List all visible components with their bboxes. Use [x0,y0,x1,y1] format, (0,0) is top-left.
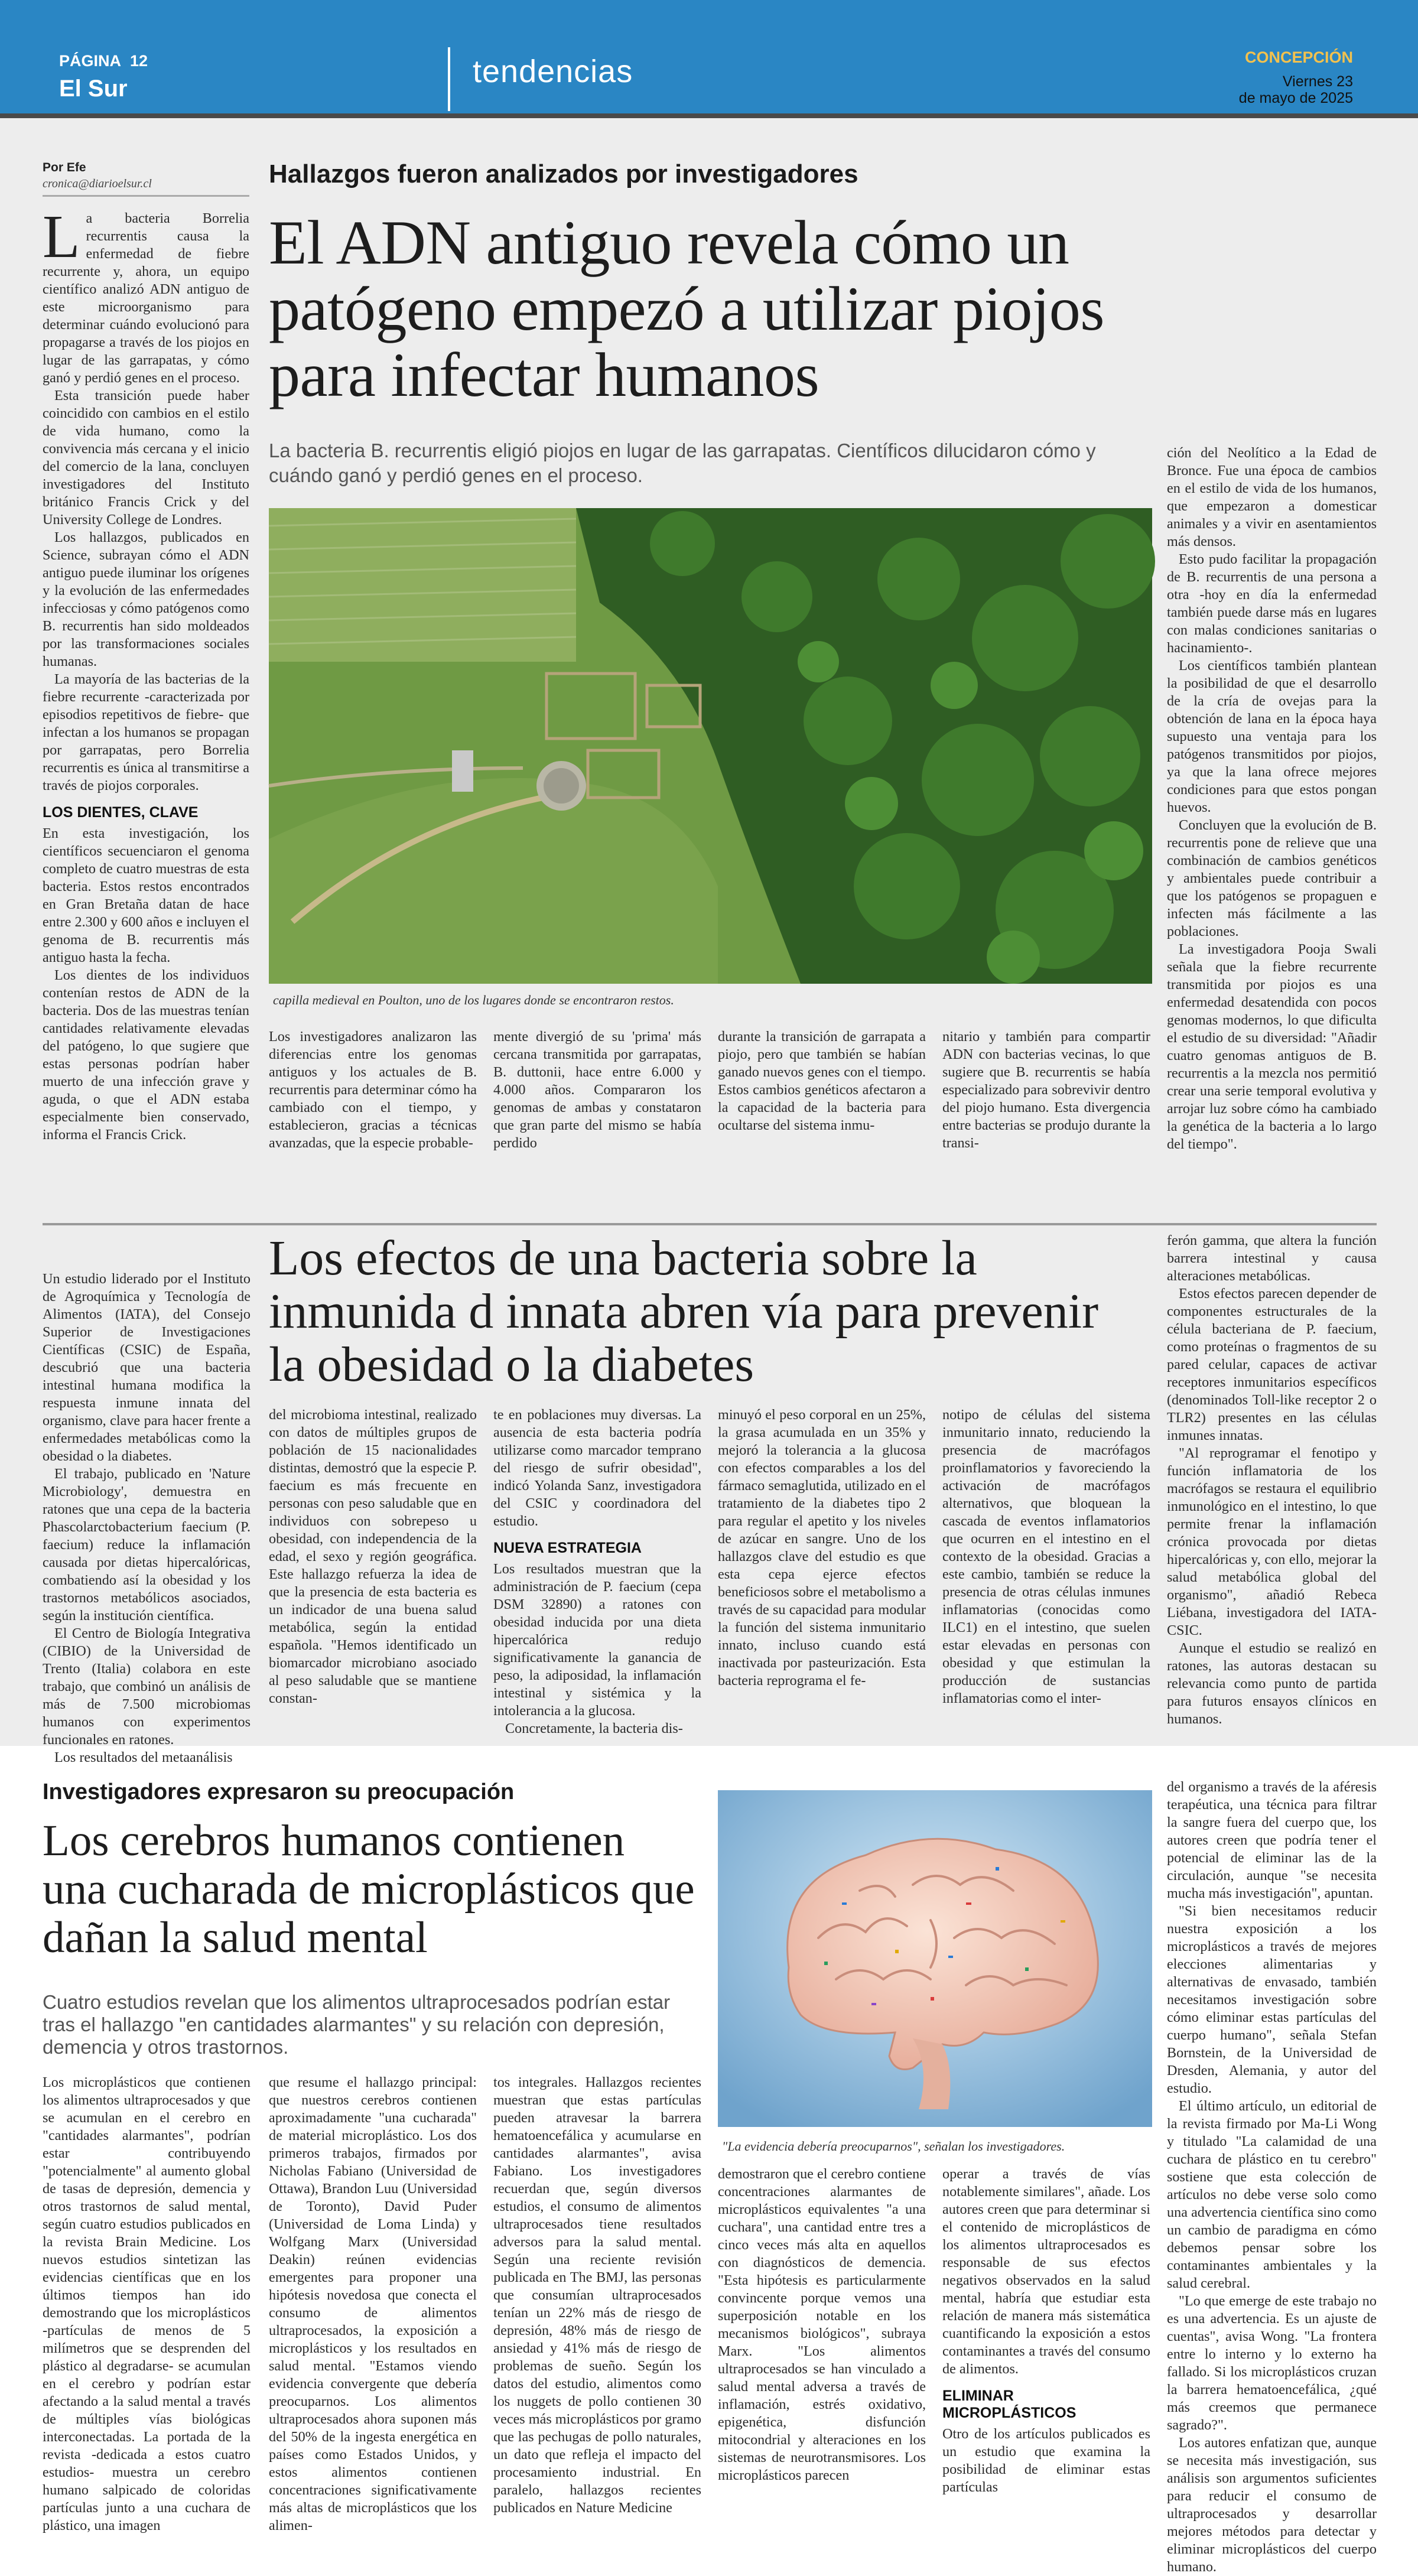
paragraph: del organismo a través de la aféresis terapéutica, una técnica para filtrar la sangre fuera del cuerpo que, los autores creen que podría tener el potencial de eliminar las de la circulación, aunque "se necesita mucha más investigación", apuntan. [1167,1779,1377,1901]
article3-column-4 [718,2165,926,2546]
paragraph: Los resultados muestran que la administración de P. faecium (cepa DSM 32890) a ratones con obesidad inducida por una dieta hipercalórica redujo significativamente la ganancia de peso, la adiposidad, la inflamación intestinal y sistémica y la intolerancia a la glucosa. [493,1561,701,1719]
photo-caption: "La evidencia debería preocuparnos", señalan los investigadores. [722,2139,1065,2154]
article-separator [43,1223,1377,1225]
subheading: ELIMINAR MICROPLÁSTICOS [942,2388,1076,2421]
section-name: tendencias [473,54,633,89]
paragraph: Esto pudo facilitar la propagación de B. recurrentis de una persona a otra -hoy en día la enfermedad también puede darse más en lugares con malas condiciones sanitarias o hacinamiento-. [1167,551,1377,656]
article2-right-column [1167,1232,1377,1727]
paragraph: te en poblaciones muy diversas. La ausencia de esta bacteria podría utilizarse como marcador temprano del riesgo de sufrir obesidad", indicó Yolanda Sanz, investigadora del CSIC y coordinadora del estudio. [493,1407,701,1529]
paragraph: ferón gamma, que altera la función barrera intestinal y causa alteraciones metabólicas. [1167,1232,1377,1284]
paragraph: "Al reprogramar el fenotipo y función inflamatoria de los macrófagos se restaura el equilibrio inmunológico en el intestino, lo que permite frenar la inflamación crónica provocada por dietas hipercalóricas y, con ello, mejorar la salud metabólica global del organismo", añadió Rebeca Liébana, investigadora del IATA-CSIC. [1167,1445,1377,1638]
article3-headline: Los cerebros humanos contienen una cucharada de microplásticos que dañan la salud mental [43,1816,695,1962]
byline-email: cronica@diarioelsur.cl [43,177,152,190]
paragraph: La mayoría de las bacterias de la fiebre recurrente -caracterizada por episodios repetitivos de fiebre- que infectan a los humanos se propagan por garrapatas, pero Borrelia recurrentis es única al transmitirse a través de piojos corporales. [43,671,249,793]
article3-deck: Cuatro estudios revelan que los alimentos ultraprocesados podrían estar tras el hallazgo "en cantidades alarmantes" y su relación con depresión, demencia y otros trastornos. [43,1991,671,2058]
paragraph: La investigadora Pooja Swali señala que la fiebre recurrente transmitida por piojos es una enfermedad desatendida con pocos genomas modernos, lo que dificulta el estudio de su diversidad: "Añadir cuatro genomas antiguos de B. recurrentis a la mezcla nos permitió crear una serie temporal evolutiva y arrojar luz sobre cómo ha cambiado la genética de la bacteria a lo largo del tiempo". [1167,941,1377,1152]
aerial-photo-illustration [269,508,1152,984]
paragraph: El último artículo, un editorial de la revista firmado por Ma-Li Wong y titulado "La calamidad de una cuchara de plástico en tu cerebro" sostiene que esta colección de artículos no debe verse solo como una advertencia científica sino como un cambio de paradigma en cómo debemos pensar sobre los contaminantes ambientales y la salud cerebral. [1167,2098,1377,2291]
article3-column-5 [942,2165,1150,2546]
paragraph: Concretamente, la bacteria dis- [505,1720,683,1736]
paragraph: mente divergió de su 'prima' más cercana transmitida por garrapatas, B. duttonii, hace entre 6.000 y 4.000 años. Compararon los genomas de ambas y constataron que gran parte del mismo se había perdido [493,1029,701,1151]
article2-left-column [43,1270,251,1765]
subheading: NUEVA ESTRATEGIA [493,1540,642,1556]
subheading: LOS DIENTES, CLAVE [43,804,199,821]
article3-column-2 [269,2074,477,2546]
article3-column-1 [43,2074,251,2546]
article3-kicker: Investigadores expresaron su preocupación [43,1780,515,1804]
issue-date: Viernes 23 de mayo de 2025 [1238,73,1353,106]
article2-column-1 [269,1406,477,1713]
article1-left-column [43,203,249,1155]
article2-headline: Los efectos de una bacteria sobre la inmunida d innata abren vía para prevenir la obesidad o la diabetes [269,1231,1099,1392]
paragraph: Los dientes de los individuos contenían restos de ADN de la bacteria. Dos de las muestras tenían cantidades relativamente elevadas del patógeno, lo que sugiere que estas personas podrían haber muerto de una infección grave y aguda, o que el ADN estaba especialmente bien conservado, informa el Francis Crick. [43,967,249,1143]
byline-rule [43,195,249,197]
paragraph: El trabajo, publicado en 'Nature Microbiology', demuestra en ratones que una cepa de la bacteria Phascolarctobacterium faecium (P. faecium) reduce la inflamación causada por dietas hipercalóricas, combatiendo así la obesidad y los trastornos metabólicos asociados, según la institución científica. [43,1466,251,1624]
paragraph: a bacteria Borrelia recurrentis causa la enfermedad de fiebre recurrente y, ahora, un equipo científico analizó ADN antiguo de este microorganismo para determinar cuándo evolucionó para propagarse a través de los piojos en lugar de las garrapatas, y cómo ganó y perdió genes en el proceso. [43,210,249,386]
header-divider [448,47,450,111]
paragraph: Los microplásticos que contienen los alimentos ultraprocesados y que se acumulan en el cerebro en "cantidades alarmantes", podrían estar contribuyendo "potencialmente" al aumento global de tasas de depresión, demencia y otros trastornos de salud mental, según cuatro estudios publicados en la revista Brain Medicine. Los nuevos estudios sintetizan las evidencias científicas que en los últimos tiempos han ido demostrando que los microplásticos -partículas de menos de 5 milímetros que se desprenden del plástico al degradarse- se acumulan en el cerebro y podrían estar afectando a la salud mental a través de múltiples vías biológicas interconectadas. La portada de la revista -dedicada a estos cuatro estudios- muestra un cerebro humano salpicado de coloridas partículas junto a una cuchara de plástico, una imagen [43,2074,251,2533]
article1-right-column [1167,444,1377,1206]
paragraph: En esta investigación, los científicos secuenciaron el genoma completo de cuatro muestras de esta bacteria. Estos restos encontrados en Gran Bretaña datan de hace entre 2.300 y 600 años e incluyen el genoma de B. recurrentis más antiguo hasta la fecha. [43,825,249,965]
paragraph: Aunque el estudio se realizó en ratones, las autoras destacan su relevancia como punto de partida para futuros ensayos clínicos en humanos. [1167,1640,1377,1727]
paragraph: Los resultados del metaanálisis [54,1749,233,1765]
header-underline [0,113,1418,118]
article1-headline: El ADN antiguo revela cómo un patógeno empezó a utilizar piojos para infectar humanos [269,208,1105,409]
paragraph: "Si bien necesitamos reducir nuestra exposición a los microplásticos a través de mejores elecciones alimentarias y alternativas de envasado, también necesitamos investigación sobre cómo eliminar estas partículas del cuerpo humano", señala Stefan Bornstein, de la Universidad de Dresden, Alemania, y autor del estudio. [1167,1903,1377,2096]
paragraph: durante la transición de garrapata a piojo, pero que también se habían ganado nuevos genes con el tiempo. Estos cambios genéticos afectaron a la capacidad de la bacteria para ocultarse del sistema inmu- [718,1029,926,1133]
paragraph: Otro de los artículos publicados es un estudio que examina la posibilidad de eliminar estas partículas [942,2426,1150,2495]
dropcap: L [43,203,80,271]
paragraph: que resume el hallazgo principal: que nuestros cerebros contienen aproximadamente "una cucharada" de material microplástico. Los dos primeros trabajos, firmados por Nicholas Fabiano (Universidad de Ottawa), Brandon Luu (Universidad de Toronto), David Puder (Universidad de Loma Linda) y Wolfgang Marx (Universidad Deakin) reúnen evidencias emergentes para proponer una hipótesis novedosa que conecta el consumo de alimentos ultraprocesados, la exposición a microplásticos y los resultados en salud mental. "Estamos viendo evidencia convergente que debería preocuparnos. Los alimentos ultraprocesados ahora suponen más del 50% de la ingesta energética en países como Estados Unidos, y estos alimentos contienen concentraciones significativamente más altas de microplásticos que los alimen- [269,2074,477,2533]
article2-column-2 [493,1406,701,1736]
paragraph: Los científicos también plantean la posibilidad de que el desarrollo de la cría de ovejas para la obtención de lana en la época haya supuesto una ventaja para los patógenos transmitidos por piojos, ya que la lana ofrece mejores condiciones para que estos pongan huevos. [1167,658,1377,815]
paragraph: nitario y también para compartir ADN con bacterias vecinas, lo que sugiere que B. recurrentis se había especializado para sobrevivir dentro del piojo humano. Esta divergencia entre bacterias se produjo durante la transi- [942,1029,1150,1151]
paragraph: notipo de células del sistema inmunitario innato, reduciendo la presencia de macrófagos proinflamatorios y favoreciendo la activación de macrófagos alternativos, que bloquean la cascada de eventos inflamatorios que ocurren en el intestino en el contexto de la obesidad. Gracias a este cambio, también se reduce la presencia de otras células inmunes inflamatorias (conocidas como ILC1) en el intestino, que suelen estar elevadas en personas con obesidad y que estimulan la producción de sustancias inflamatorias como el inter- [942,1407,1150,1706]
paragraph: Los autores enfatizan que, aunque se necesita más investigación, sus análisis son argumentos suficientes para reducir el consumo de ultraprocesados y desarrollar mejores métodos para detectar y eliminar microplásticos del cuerpo humano. [1167,2435,1377,2575]
photo-caption: capilla medieval en Poulton, uno de los lugares donde se encontraron restos. [273,993,674,1007]
paragraph: Los hallazgos, publicados en Science, subrayan cómo el ADN antiguo puede iluminar los orígenes y la evolución de las enfermedades infecciosas y cómo patógenos como B. recurrentis han sido moldeados por las transformaciones sociales humanas. [43,529,249,669]
brain-illustration-photo [718,1790,1152,2127]
article2-column-4 [942,1406,1150,1713]
paragraph: operar a través de vías notablemente similares", añade. Los autores creen que para determinar si el contenido de microplásticos de los alimentos ultraprocesados es responsable de sus efectos negativos observados en la salud mental, habría que estudiar esta relación de manera más sistemática cuantificando la exposición a estos contaminantes a través del consumo de alimentos. [942,2166,1150,2377]
paragraph: Un estudio liderado por el Instituto de Agroquímica y Tecnología de Alimentos (IATA), del Consejo Superior de Investigaciones Científicas (CSIC) de España, descubrió que una bacteria intestinal humana modifica la respuesta inmune innata del organismo, clave para hacer frente a enfermedades metabólicas como la obesidad o la diabetes. [43,1271,251,1464]
article1-deck: La bacteria B. recurrentis eligió piojos en lugar de las garrapatas. Científicos dilucidaron cómo y cuándo ganó y perdió genes en el proceso. [269,440,1096,486]
byline: Por Efe [43,161,86,174]
page-header-bar [0,0,1418,118]
article1-column-4 [942,1028,1150,1205]
edition-city: CONCEPCIÓN [1244,48,1353,66]
aerial-site-photo [269,508,1152,984]
article3-right-column [1167,1778,1377,2575]
publication-name: El Sur [59,76,128,102]
paragraph: del microbioma intestinal, realizado con datos de múltiples grupos de población de 15 nacionalidades distintas, demostró que la especie P. faecium es más frecuente en personas con peso saludable que en individuos con sobrepeso u obesidad, con independencia de la edad, el sexo y región geográfica. Este hallazgo refuerza la idea de que la presencia de esta bacteria es un indicador de una buena salud metabólica, según la entidad española. "Hemos identificado un biomarcador microbiano asociado al peso saludable que se mantiene constan- [269,1407,477,1706]
paragraph: minuyó el peso corporal en un 25%, la grasa acumulada en un 35% y mejoró la tolerancia a la glucosa con efectos comparables a los del fármaco semaglutida, utilizado en el tratamiento de la diabetes tipo 2 para regular el apetito y los niveles de azúcar en sangre. Uno de los hallazgos clave del estudio es que esta cepa ejerce efectos beneficiosos sobre el metabolismo a través de su capacidad para modular la función del sistema inmunitario innato, incluso cuando está inactivada por pasteurización. Esta bacteria reprograma el fe- [718,1407,926,1689]
article1-column-3 [718,1028,926,1205]
paragraph: demostraron que el cerebro contiene concentraciones alarmantes de microplásticos equivalentes "a una cuchara", una cantidad entre tres a cinco veces más alta en aquellos con diagnósticos de demencia. "Esta hipótesis es particularmente convincente porque vemos una superposición notable en los mecanismos biológicos", subraya Marx. "Los alimentos ultraprocesados se han vinculado a salud mental adversa a través de inflamación, estrés oxidativo, epigenética, disfunción mitocondrial y alteraciones en los sistemas de neurotransmisores. Los microplásticos parecen [718,2166,926,2483]
paragraph: Los investigadores analizaron las diferencias entre los genomas antiguos y los actuales de B. recurrentis para determinar cómo ha cambiado con el tiempo, y establecieron, gracias a técnicas avanzadas, que la especie probable- [269,1029,477,1151]
article1-kicker: Hallazgos fueron analizados por investigadores [269,160,858,188]
paragraph: Estos efectos parecen depender de componentes estructurales de la célula bacteriana de P. faecium, como proteínas o fragmentos de su pared celular, capaces de activar receptores inmunitarios específicos (denominados Toll-like receptor 2 o TLR2) presentes en las células inmunes innatas. [1167,1286,1377,1443]
article1-column-2 [493,1028,701,1205]
page-number-label: PÁGINA 12 [59,52,148,70]
article2-column-3 [718,1406,926,1713]
paragraph: El Centro de Biología Integrativa (CIBIO) de la Universidad de Trento (Italia) colabora en este trabajo, que combinó un análisis de más de 7.500 microbiomas humanos con experimentos funcionales en ratones. [43,1625,251,1748]
paragraph: "Lo que emerge de este trabajo no es una advertencia. Es un ajuste de cuentas", avisa Wong. "La frontera entre lo interno y lo externo ha fallado. Si los microplásticos cruzan la barrera hematoencefálica, ¿qué más creemos que permanece sagrado?". [1167,2293,1377,2433]
brain-icon [718,1790,1152,2127]
article1-column-1 [269,1028,477,1205]
paragraph: Esta transición puede haber coincidido con cambios en el estilo de vida humano, como la convivencia más cercana y el inicio del comercio de la lana, concluyen investigadores del Instituto británico Francis Crick y del University College de Londres. [43,388,249,528]
article3-column-3 [493,2074,701,2546]
paragraph: tos integrales. Hallazgos recientes muestran que estas partículas pueden atravesar la barrera hematoencefálica y acumularse en cantidades alarmantes", avisa Fabiano. Los investigadores recuerdan que, según diversos estudios, el consumo de alimentos ultraprocesados tiene resultados adversos para la salud mental. Según una reciente revisión publicada en The BMJ, las personas que consumían ultraprocesados tenían un 22% más de riesgo de depresión, 48% más de riesgo de ansiedad y 41% más de riesgo de problemas de sueño. Según los datos del estudio, alimentos como los nuggets de pollo contienen 30 veces más microplásticos por gramo que las pechugas de pollo naturales, un dato que refleja el impacto del procesamiento industrial. En paralelo, hallazgos recientes publicados en Nature Medicine [493,2074,701,2516]
paragraph: Concluyen que la evolución de B. recurrentis pone de relieve que una combinación de cambios genéticos y ambientales puede contribuir a que los patógenos se propaguen e infecten más fácilmente a las poblaciones. [1167,817,1377,939]
page-number: 12 [130,52,148,70]
paragraph: ción del Neolítico a la Edad de Bronce. Fue una época de cambios en el estilo de vida de los humanos, que empezaron a domesticar animales y a vivir en asentamientos más densos. [1167,445,1377,549]
